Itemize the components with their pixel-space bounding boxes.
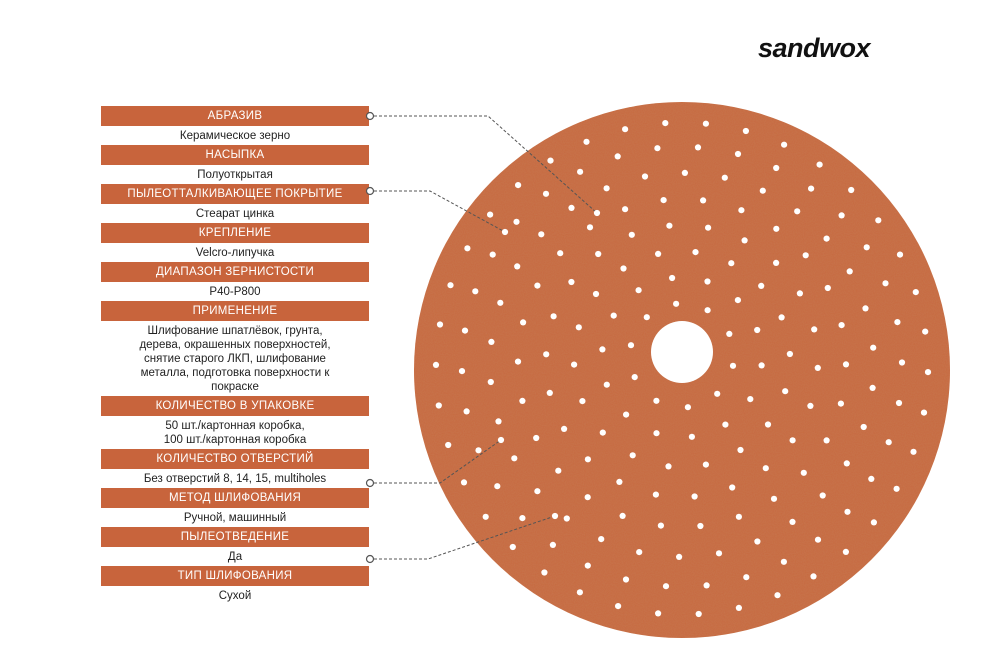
dust-hole	[779, 314, 785, 320]
spec-value-line: 50 шт./картонная коробка,	[165, 420, 305, 432]
dust-hole	[808, 186, 814, 192]
dust-hole	[661, 197, 667, 203]
spec-value-holes	[101, 469, 369, 488]
dust-hole	[789, 519, 795, 525]
dust-hole	[551, 313, 557, 319]
dust-hole	[623, 412, 629, 418]
dust-hole	[774, 592, 780, 598]
spec-value-line: металла, подготовка поверхности к	[140, 367, 330, 379]
dust-hole	[636, 287, 642, 293]
dust-hole	[593, 291, 599, 297]
brand-logo	[758, 34, 948, 64]
spec-value-application	[101, 321, 369, 396]
dust-hole	[899, 359, 905, 365]
dust-hole	[728, 260, 734, 266]
dust-hole	[445, 442, 451, 448]
dust-hole	[515, 359, 521, 365]
spec-value-line: Ручной, машинный	[183, 512, 287, 524]
dust-hole	[676, 554, 682, 560]
dust-hole	[579, 398, 585, 404]
spec-title-dust: ПЫЛЕОТВЕДЕНИЕ	[101, 527, 369, 547]
spec-title-abrasive: АБРАЗИВ	[101, 106, 369, 126]
dust-hole	[692, 249, 698, 255]
dust-hole	[629, 232, 635, 238]
dust-hole	[669, 275, 675, 281]
dust-hole	[870, 385, 876, 391]
spec-title-grit_range: ДИАПАЗОН ЗЕРНИСТОСТИ	[101, 262, 369, 282]
spec-title-anti_clog: ПЫЛЕОТТАЛКИВАЮЩЕЕ ПОКРЫТИЕ	[101, 184, 369, 204]
dust-hole	[925, 369, 931, 375]
dust-hole	[773, 260, 779, 266]
dust-hole	[557, 250, 563, 256]
dust-hole	[700, 197, 706, 203]
dust-hole	[653, 492, 659, 498]
dust-hole	[862, 305, 868, 311]
dust-hole	[483, 514, 489, 520]
dust-hole	[600, 430, 606, 436]
dust-hole	[533, 435, 539, 441]
dust-hole	[514, 263, 520, 269]
dust-hole	[511, 455, 517, 461]
dust-hole	[571, 362, 577, 368]
dust-hole	[773, 165, 779, 171]
dust-hole	[716, 550, 722, 556]
dust-hole	[673, 301, 679, 307]
dust-hole	[864, 244, 870, 250]
dust-hole	[843, 361, 849, 367]
dust-hole	[534, 283, 540, 289]
dust-hole	[547, 158, 553, 164]
dust-hole	[820, 492, 826, 498]
dust-hole	[797, 290, 803, 296]
dust-hole	[910, 449, 916, 455]
dust-hole	[736, 605, 742, 611]
dust-hole	[759, 362, 765, 368]
spec-title-application: ПРИМЕНЕНИЕ	[101, 301, 369, 321]
dust-hole	[599, 346, 605, 352]
dust-hole	[726, 331, 732, 337]
spec-title-coating: НАСЫПКА	[101, 145, 369, 165]
dust-hole	[815, 537, 821, 543]
dust-hole	[519, 515, 525, 521]
dust-hole	[615, 603, 621, 609]
dust-hole	[519, 398, 525, 404]
spec-value-line: дерева, окрашенных поверхностей,	[139, 339, 331, 351]
dust-hole	[754, 538, 760, 544]
dust-hole	[585, 563, 591, 569]
spec-title-holes: КОЛИЧЕСТВО ОТВЕРСТИЙ	[101, 449, 369, 469]
spec-value-method	[101, 508, 369, 527]
spec-value-line: снятие старого ЛКП, шлифование	[144, 353, 326, 365]
dust-hole	[682, 170, 688, 176]
dust-hole	[632, 374, 638, 380]
dust-hole	[654, 145, 660, 151]
dust-hole	[703, 121, 709, 127]
dust-hole	[754, 327, 760, 333]
dust-hole	[510, 544, 516, 550]
dust-hole	[689, 434, 695, 440]
spec-value-line: Керамическое зерно	[179, 130, 291, 142]
dust-hole	[781, 142, 787, 148]
dust-hole	[810, 573, 816, 579]
spec-value-line: Стеарат цинка	[195, 208, 275, 220]
dust-hole	[815, 365, 821, 371]
dust-hole	[736, 514, 742, 520]
dust-hole	[735, 151, 741, 157]
dust-hole	[534, 488, 540, 494]
dust-hole	[595, 251, 601, 257]
dust-hole	[436, 402, 442, 408]
dust-hole	[743, 574, 749, 580]
dust-hole	[861, 424, 867, 430]
dust-hole	[738, 207, 744, 213]
dust-hole	[692, 493, 698, 499]
dust-hole	[541, 569, 547, 575]
dust-hole	[538, 231, 544, 237]
dust-hole	[811, 326, 817, 332]
dust-hole	[817, 162, 823, 168]
dust-hole	[642, 173, 648, 179]
dust-hole	[611, 313, 617, 319]
dust-hole	[870, 345, 876, 351]
dust-hole	[801, 470, 807, 476]
dust-hole	[464, 245, 470, 251]
dust-hole	[497, 300, 503, 306]
dust-hole	[838, 401, 844, 407]
dust-hole	[743, 128, 749, 134]
dust-hole	[620, 513, 626, 519]
dust-hole	[844, 460, 850, 466]
dust-hole	[488, 339, 494, 345]
dust-hole	[615, 153, 621, 159]
dust-hole	[844, 509, 850, 515]
spec-title-mounting: КРЕПЛЕНИЕ	[101, 223, 369, 243]
dust-hole	[653, 430, 659, 436]
dust-hole	[760, 188, 766, 194]
spec-value-line: покраске	[211, 381, 259, 393]
dust-hole	[665, 463, 671, 469]
dust-hole	[561, 426, 567, 432]
dust-hole	[644, 314, 650, 320]
dust-hole	[622, 206, 628, 212]
spec-value-dust	[101, 547, 369, 566]
dust-hole	[782, 388, 788, 394]
spec-value-type	[101, 586, 369, 605]
spec-value-line: Сухой	[218, 590, 252, 602]
dust-hole	[742, 237, 748, 243]
spec-value-abrasive	[101, 126, 369, 145]
dust-hole	[494, 483, 500, 489]
center-hole	[651, 321, 713, 383]
spec-value-grit_range	[101, 282, 369, 301]
dust-hole	[758, 283, 764, 289]
spec-value-coating	[101, 165, 369, 184]
dust-hole	[495, 418, 501, 424]
dust-hole	[568, 205, 574, 211]
dust-hole	[490, 252, 496, 258]
dust-hole	[722, 175, 728, 181]
dust-hole	[922, 329, 928, 335]
dust-hole	[825, 285, 831, 291]
spec-title-type: ТИП ШЛИФОВАНИЯ	[101, 566, 369, 586]
dust-hole	[886, 439, 892, 445]
dust-hole	[568, 279, 574, 285]
dust-hole	[847, 268, 853, 274]
dust-hole	[913, 289, 919, 295]
dust-hole	[564, 515, 570, 521]
dust-hole	[714, 391, 720, 397]
dust-hole	[722, 422, 728, 428]
dust-hole	[882, 280, 888, 286]
dust-hole	[543, 351, 549, 357]
dust-hole	[843, 549, 849, 555]
dust-hole	[787, 351, 793, 357]
dust-hole	[765, 421, 771, 427]
spec-value-mounting	[101, 243, 369, 262]
dust-hole	[896, 400, 902, 406]
dust-hole	[658, 523, 664, 529]
dust-hole	[472, 288, 478, 294]
dust-hole	[437, 321, 443, 327]
dust-hole	[839, 322, 845, 328]
dust-hole	[520, 319, 526, 325]
dust-hole	[543, 191, 549, 197]
dust-hole	[771, 496, 777, 502]
dust-hole	[662, 120, 668, 126]
dust-hole	[623, 576, 629, 582]
dust-hole	[894, 319, 900, 325]
dust-hole	[824, 236, 830, 242]
dust-hole	[550, 542, 556, 548]
dust-hole	[704, 582, 710, 588]
spec-value-line: 100 шт./картонная коробка	[163, 434, 307, 446]
dust-hole	[655, 251, 661, 257]
dust-hole	[620, 265, 626, 271]
dust-hole	[696, 611, 702, 617]
dust-hole	[781, 559, 787, 565]
spec-list	[101, 106, 369, 605]
spec-value-line: Без отверстий 8, 14, 15, multiholes	[143, 473, 327, 485]
dust-hole	[598, 536, 604, 542]
dust-hole	[790, 437, 796, 443]
dust-hole	[587, 224, 593, 230]
dust-hole	[604, 382, 610, 388]
dust-hole	[685, 404, 691, 410]
dust-hole	[663, 583, 669, 589]
dust-hole	[737, 447, 743, 453]
dust-hole	[433, 362, 439, 368]
dust-hole	[705, 225, 711, 231]
dust-hole	[488, 379, 494, 385]
dust-hole	[459, 368, 465, 374]
dust-hole	[585, 494, 591, 500]
spec-value-anti_clog	[101, 204, 369, 223]
spec-value-pack_qty	[101, 416, 369, 449]
dust-hole	[729, 484, 735, 490]
dust-hole	[824, 437, 830, 443]
dust-hole	[515, 182, 521, 188]
dust-hole	[447, 282, 453, 288]
spec-value-line: Шлифование шпатлёвок, грунта,	[147, 325, 323, 337]
dust-hole	[703, 462, 709, 468]
dust-hole	[577, 589, 583, 595]
dust-hole	[555, 468, 561, 474]
spec-title-method: МЕТОД ШЛИФОВАНИЯ	[101, 488, 369, 508]
dust-hole	[577, 169, 583, 175]
dust-hole	[894, 486, 900, 492]
dust-hole	[464, 408, 470, 414]
dust-hole	[705, 307, 711, 313]
dust-hole	[807, 403, 813, 409]
spec-title-pack_qty: КОЛИЧЕСТВО В УПАКОВКЕ	[101, 396, 369, 416]
dust-hole	[704, 278, 710, 284]
spec-value-line: Да	[227, 551, 243, 563]
dust-hole	[735, 297, 741, 303]
spec-value-line: P40-P800	[209, 286, 261, 298]
dust-hole	[461, 479, 467, 485]
spec-value-line: Velcro-липучка	[195, 247, 275, 259]
dust-hole	[848, 187, 854, 193]
dust-hole	[653, 398, 659, 404]
dust-hole	[547, 390, 553, 396]
dust-hole	[628, 342, 634, 348]
dust-hole	[583, 139, 589, 145]
dust-hole	[871, 519, 877, 525]
dust-hole	[630, 452, 636, 458]
dust-hole	[655, 610, 661, 616]
dust-hole	[763, 465, 769, 471]
dust-hole	[803, 252, 809, 258]
dust-hole	[695, 144, 701, 150]
dust-hole	[616, 479, 622, 485]
dust-hole	[897, 252, 903, 258]
dust-hole	[730, 363, 736, 369]
dust-hole	[839, 212, 845, 218]
dust-hole	[636, 549, 642, 555]
dust-hole	[794, 208, 800, 214]
dust-hole	[666, 223, 672, 229]
dust-hole	[697, 523, 703, 529]
dust-hole	[513, 219, 519, 225]
dust-hole	[576, 324, 582, 330]
dust-hole	[604, 185, 610, 191]
brand-logo-text: sandwox	[758, 34, 871, 63]
dust-hole	[921, 410, 927, 416]
dust-hole	[475, 447, 481, 453]
dust-hole	[585, 456, 591, 462]
dust-hole	[622, 126, 628, 132]
dust-hole	[773, 226, 779, 232]
dust-hole	[875, 217, 881, 223]
dust-hole	[868, 476, 874, 482]
dust-hole	[462, 328, 468, 334]
dust-hole	[487, 212, 493, 218]
spec-value-line: Полуоткрытая	[197, 169, 273, 181]
dust-hole	[747, 396, 753, 402]
